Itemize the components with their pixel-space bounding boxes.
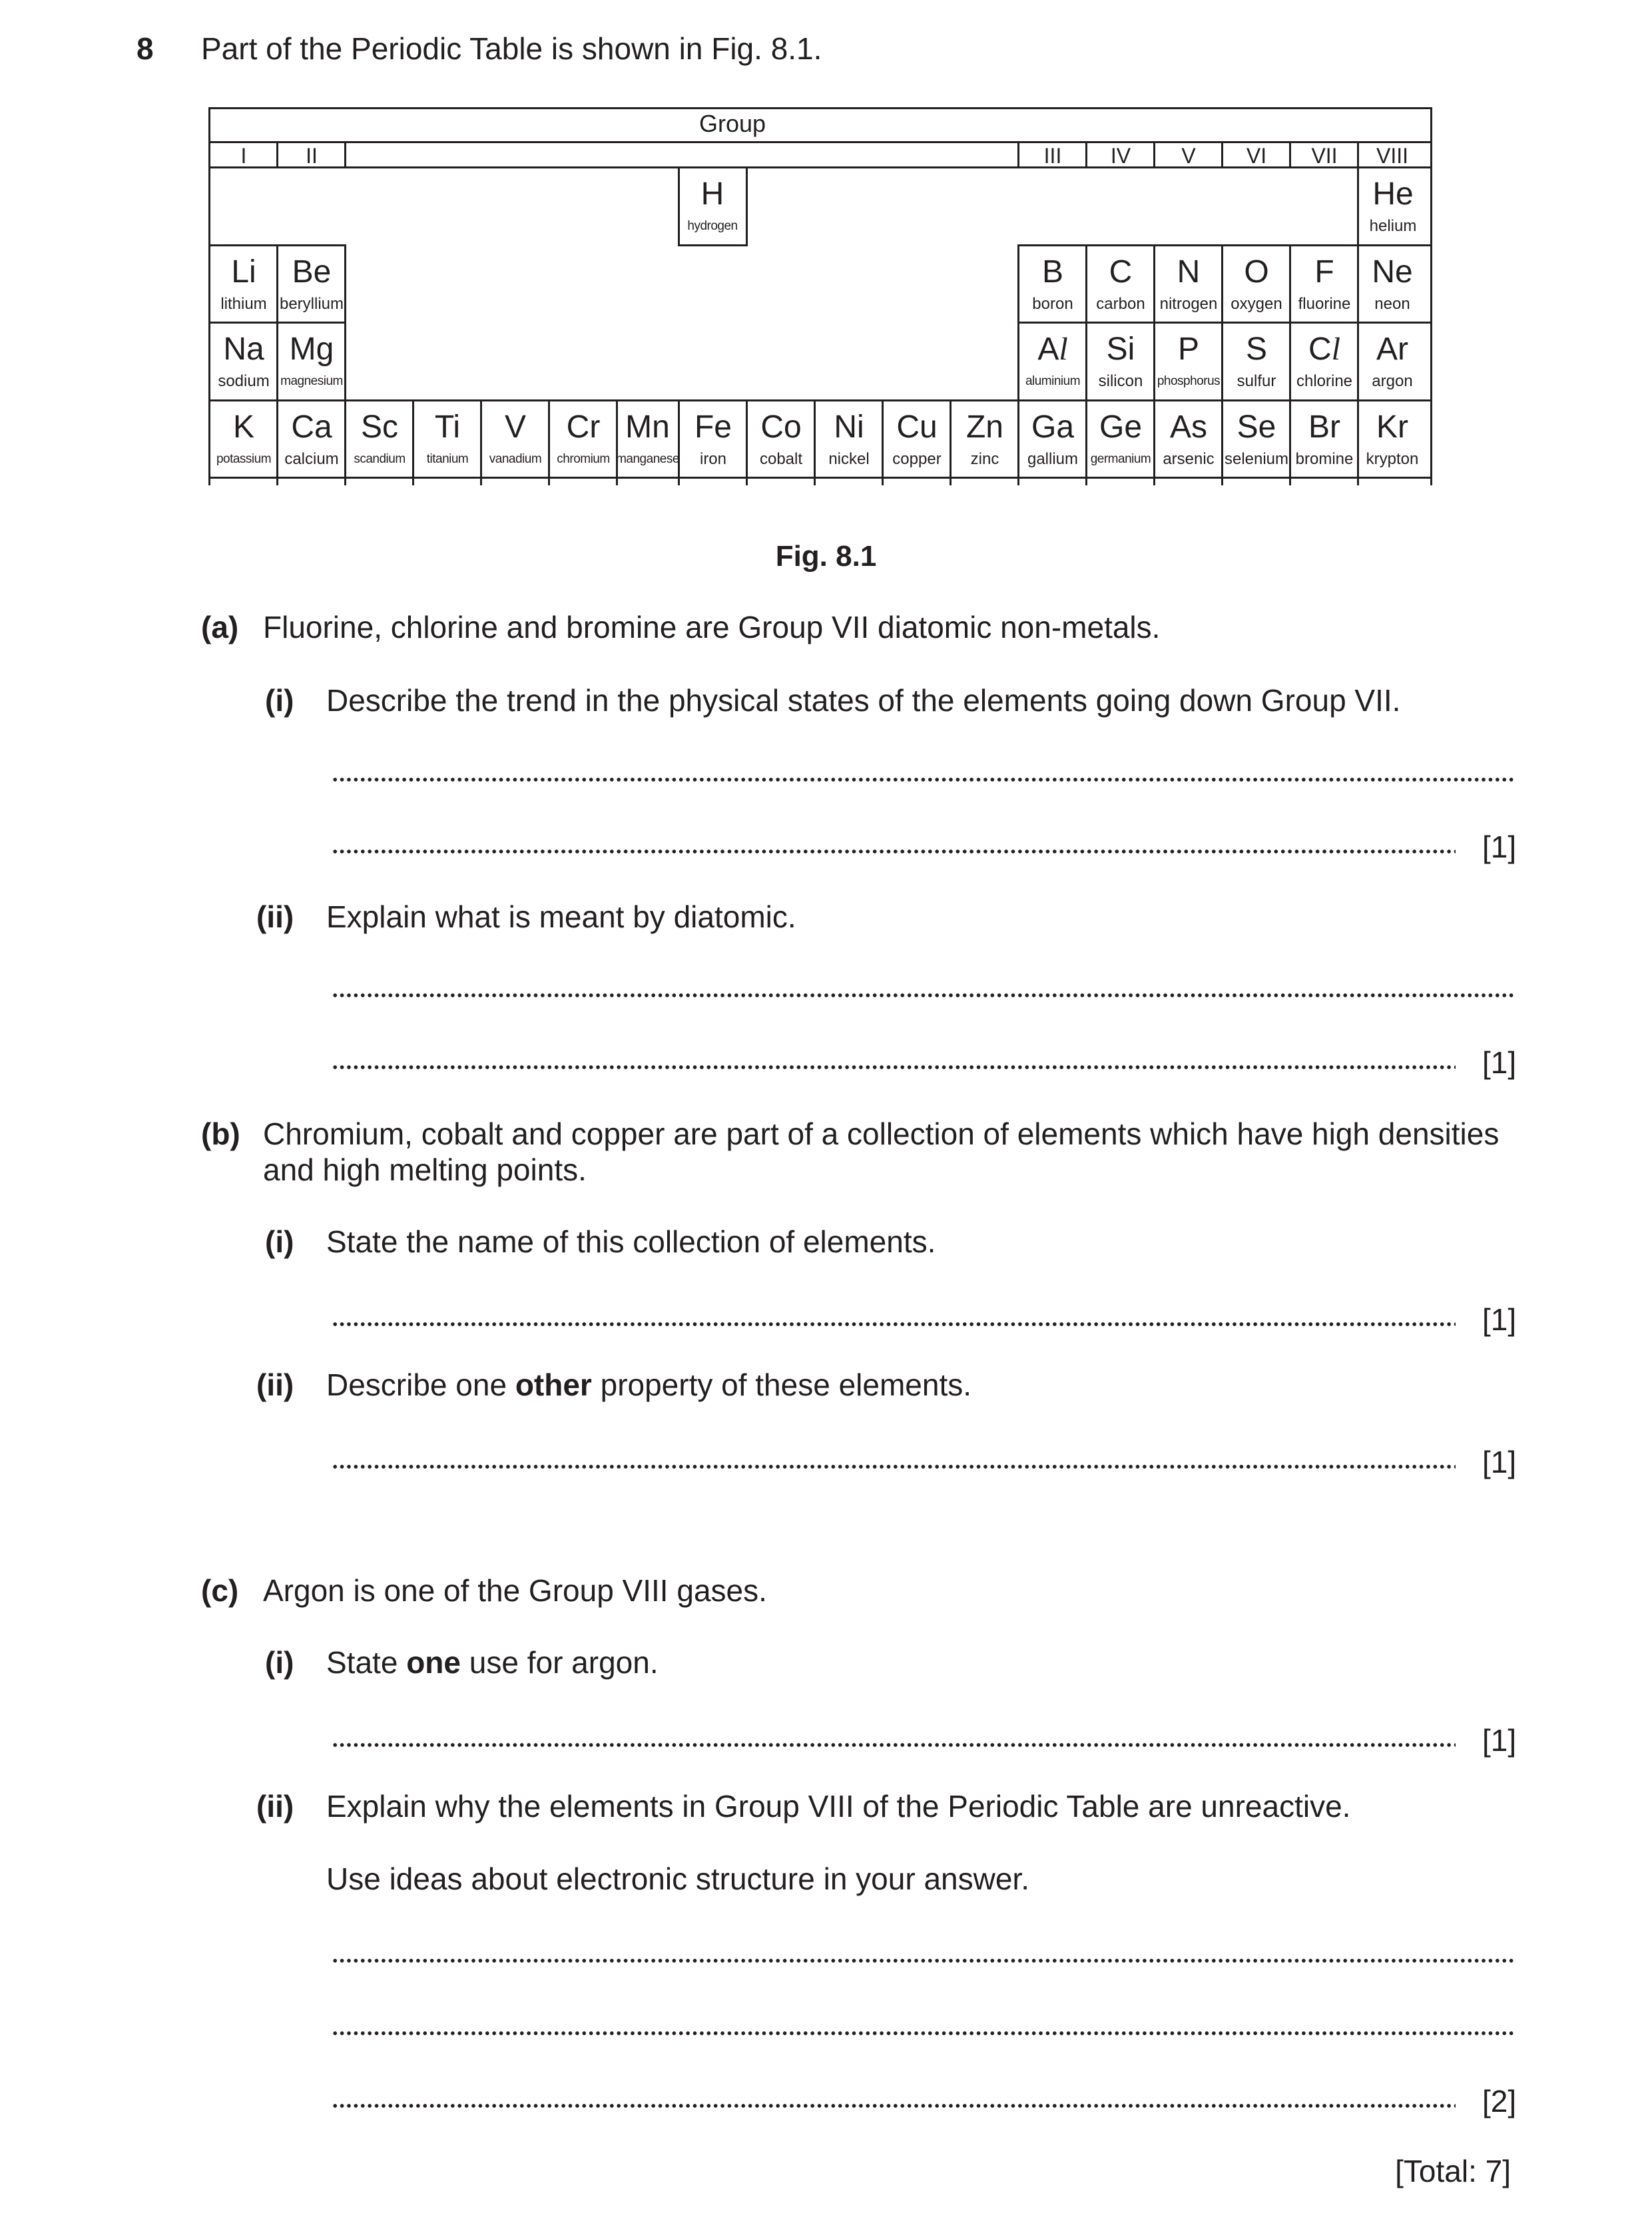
table-group-divider — [208, 141, 1432, 143]
part-c-ii-label: (ii) — [256, 1789, 294, 1824]
answer-line[interactable] — [332, 849, 1456, 854]
element-cell-Se — [1223, 401, 1290, 477]
element-symbol: V — [504, 409, 526, 445]
group-label-IV: IV — [1110, 144, 1131, 168]
element-cell-H — [679, 168, 746, 244]
part-b-ii-question — [326, 1367, 971, 1403]
element-name: nitrogen — [1159, 295, 1218, 313]
element-name: cobalt — [759, 450, 803, 468]
element-name: germanium — [1090, 452, 1151, 466]
element-symbol-italic-letter: l — [1331, 332, 1340, 367]
element-symbol: Na — [223, 332, 264, 367]
element-name: argon — [1372, 372, 1413, 390]
element-symbol: Br — [1308, 409, 1340, 445]
answer-line[interactable] — [332, 1742, 1456, 1748]
question-text: Describe one — [326, 1367, 515, 1402]
group-label-VI: VI — [1246, 144, 1267, 168]
element-name: silicon — [1098, 372, 1143, 390]
part-c-ii-instruction: Use ideas about electronic structure in your answer. — [326, 1861, 1029, 1896]
question-text: use for argon. — [460, 1645, 659, 1680]
part-b-label: (b) — [201, 1116, 240, 1151]
element-symbol: K — [232, 409, 254, 445]
part-b-i-question: State the name of this collection of elements. — [326, 1224, 936, 1259]
element-symbol: C — [1109, 254, 1133, 290]
element-cell-Cr — [549, 401, 617, 477]
element-symbol: He — [1372, 176, 1414, 212]
part-a-i-label: (i) — [265, 683, 294, 718]
element-name: iron — [699, 450, 727, 468]
answer-line[interactable] — [332, 2103, 1456, 2108]
element-symbol: B — [1041, 254, 1063, 290]
element-symbol: Be — [292, 254, 332, 290]
element-symbol: Ne — [1372, 254, 1413, 290]
element-symbol: Co — [760, 409, 802, 445]
marks-allocation: [1] — [1482, 1445, 1517, 1479]
element-name: bromine — [1295, 450, 1354, 468]
element-cell-Na — [210, 323, 278, 399]
question-number: 8 — [137, 31, 154, 66]
element-cell-C — [1087, 246, 1155, 322]
element-symbol: As — [1169, 409, 1207, 445]
element-name: carbon — [1096, 295, 1145, 313]
element-cell-F — [1290, 246, 1358, 322]
element-name: zinc — [970, 450, 999, 468]
question-text: State — [326, 1645, 407, 1680]
element-cell-Ni — [815, 401, 883, 477]
element-name: titanium — [426, 452, 469, 466]
element-cell-N — [1155, 246, 1223, 322]
answer-line[interactable] — [332, 1958, 1514, 1963]
element-name: copper — [892, 450, 942, 468]
table-right-border — [1430, 107, 1432, 485]
element-name: boron — [1032, 295, 1073, 313]
element-name: phosphorus — [1157, 374, 1221, 388]
answer-line[interactable] — [332, 993, 1514, 998]
element-symbol: S — [1245, 332, 1267, 367]
element-symbol: Cr — [566, 409, 601, 445]
element-cell-Ti — [413, 401, 481, 477]
figure-caption: Fig. 8.1 — [775, 540, 877, 573]
element-name: fluorine — [1298, 295, 1351, 313]
periodic-table — [0, 0, 1652, 506]
element-symbol: Se — [1237, 409, 1276, 445]
element-cell-Sc — [346, 401, 413, 477]
element-name: chlorine — [1296, 372, 1353, 390]
element-symbol: Ni — [834, 409, 864, 445]
element-cell-As — [1155, 401, 1223, 477]
group-title: Group — [698, 110, 766, 137]
element-name: neon — [1374, 295, 1410, 313]
hydrogen-bottom — [678, 244, 746, 246]
element-symbol: H — [700, 176, 724, 212]
part-b-ii-label: (ii) — [256, 1367, 294, 1402]
element-cell-Ga — [1019, 401, 1087, 477]
element-cell-Kr — [1358, 401, 1426, 477]
element-name: selenium — [1224, 450, 1289, 468]
part-a-label: (a) — [201, 610, 239, 644]
element-name: lithium — [220, 295, 267, 313]
answer-line[interactable] — [332, 1464, 1456, 1469]
element-name: sulfur — [1237, 372, 1276, 390]
element-name: krypton — [1366, 450, 1419, 468]
element-symbol: O — [1244, 254, 1269, 290]
element-symbol: Ga — [1031, 409, 1075, 445]
question-text: property of these elements. — [591, 1367, 972, 1402]
element-symbol: Mn — [625, 409, 670, 445]
element-name: calcium — [284, 450, 339, 468]
element-cell-Mg — [278, 323, 346, 399]
element-name: potassium — [216, 452, 272, 466]
part-b-i-label: (i) — [265, 1224, 294, 1259]
element-cell-He — [1359, 168, 1427, 244]
element-cell-O — [1223, 246, 1290, 322]
element-symbol-italic-letter: l — [1059, 332, 1068, 367]
marks-allocation: [2] — [1482, 2084, 1517, 2118]
total-marks: [Total: 7] — [1395, 2154, 1511, 2188]
question-intro: Part of the Periodic Table is shown in Fig. 8.1. — [201, 31, 822, 66]
element-symbol-letter: C — [1308, 332, 1332, 367]
element-symbol: Zn — [965, 409, 1003, 445]
part-c-ii-question: Explain why the elements in Group VIII of the Periodic Table are unreactive. — [326, 1789, 1351, 1824]
answer-line[interactable] — [332, 1322, 1456, 1327]
group-label-V: V — [1181, 144, 1196, 168]
part-a-text: Fluorine, chlorine and bromine are Group VII diatomic non-metals. — [263, 610, 1161, 644]
marks-allocation: [1] — [1482, 1302, 1517, 1337]
group-label-II: II — [306, 144, 318, 168]
element-cell-V — [481, 401, 549, 477]
element-name: nickel — [828, 450, 870, 468]
element-name: aluminium — [1025, 374, 1081, 388]
part-c-text: Argon is one of the Group VIII gases. — [263, 1573, 767, 1608]
element-cell-S — [1223, 323, 1290, 399]
element-symbol — [1290, 331, 1358, 368]
element-symbol: Si — [1106, 332, 1135, 367]
element-name: scandium — [354, 452, 406, 466]
element-symbol-letter: A — [1037, 332, 1059, 367]
marks-allocation: [1] — [1482, 1723, 1517, 1758]
element-cell-Ar — [1358, 323, 1426, 399]
element-cell-Li — [210, 246, 278, 322]
element-cell-Cu — [883, 401, 951, 477]
row4-bottom — [208, 477, 1432, 479]
element-symbol: Ca — [291, 409, 332, 445]
part-c-i-question — [326, 1644, 659, 1680]
element-symbol: Ge — [1099, 409, 1143, 445]
answer-line[interactable] — [332, 1065, 1456, 1070]
element-cell-Ge — [1087, 401, 1155, 477]
element-cell-Ca — [278, 401, 346, 477]
element-name: gallium — [1027, 450, 1079, 468]
part-c-i-label: (i) — [265, 1645, 294, 1680]
element-name: vanadium — [489, 452, 542, 466]
element-symbol: Fe — [694, 409, 732, 445]
element-symbol: Ti — [434, 409, 461, 445]
element-cell-Be — [278, 246, 346, 322]
element-name: magnesium — [280, 374, 343, 388]
element-name: beryllium — [279, 295, 344, 313]
element-symbol: Li — [231, 254, 256, 290]
element-cell-Si — [1087, 323, 1155, 399]
element-symbol: Cu — [896, 409, 938, 445]
element-symbol: Kr — [1376, 409, 1408, 445]
element-cell-Fe — [679, 401, 747, 477]
element-symbol: F — [1314, 254, 1334, 290]
element-name: sodium — [218, 372, 270, 390]
element-cell-B — [1019, 246, 1087, 322]
element-cell-Co — [747, 401, 815, 477]
part-b-text-line1: Chromium, cobalt and copper are part of a collection of elements which have high densities — [263, 1116, 1500, 1151]
element-cell-Al — [1019, 323, 1087, 399]
part-b-text-line2: and high melting points. — [263, 1152, 587, 1187]
group-label-III: III — [1043, 144, 1062, 168]
element-symbol: N — [1177, 254, 1201, 290]
group-label-I: I — [240, 144, 247, 168]
element-symbol: Ar — [1376, 332, 1408, 367]
element-cell-Cl — [1290, 323, 1358, 399]
part-c-label: (c) — [201, 1573, 239, 1608]
marks-allocation: [1] — [1482, 1045, 1517, 1080]
element-cell-P — [1155, 323, 1223, 399]
answer-line[interactable] — [332, 2031, 1514, 2036]
element-name: oxygen — [1231, 295, 1282, 313]
element-cell-K — [210, 401, 278, 477]
part-a-ii-question: Explain what is meant by diatomic. — [326, 899, 796, 934]
element-symbol — [1019, 331, 1087, 368]
emphasis-word: one — [406, 1645, 461, 1680]
group-label-VII: VII — [1311, 144, 1338, 168]
element-name: chromium — [557, 452, 610, 466]
element-cell-Zn — [951, 401, 1019, 477]
group-label-VIII: VIII — [1376, 144, 1408, 168]
element-cell-Br — [1290, 401, 1358, 477]
element-symbol: Sc — [360, 409, 398, 445]
element-name: arsenic — [1163, 450, 1215, 468]
element-symbol: P — [1177, 332, 1199, 367]
element-symbol: Mg — [289, 332, 334, 367]
element-name: hydrogen — [687, 219, 738, 233]
element-cell-Mn — [616, 401, 679, 477]
part-a-ii-label: (ii) — [256, 899, 294, 934]
part-a-i-question: Describe the trend in the physical states of the elements going down Group VII. — [326, 683, 1401, 718]
element-name: manganese — [616, 452, 679, 466]
table-top-border — [208, 107, 1432, 109]
answer-line[interactable] — [332, 777, 1514, 782]
marks-allocation: [1] — [1482, 830, 1517, 864]
element-name: helium — [1369, 217, 1417, 235]
emphasis-word: other — [515, 1367, 592, 1402]
element-cell-Ne — [1358, 246, 1426, 322]
